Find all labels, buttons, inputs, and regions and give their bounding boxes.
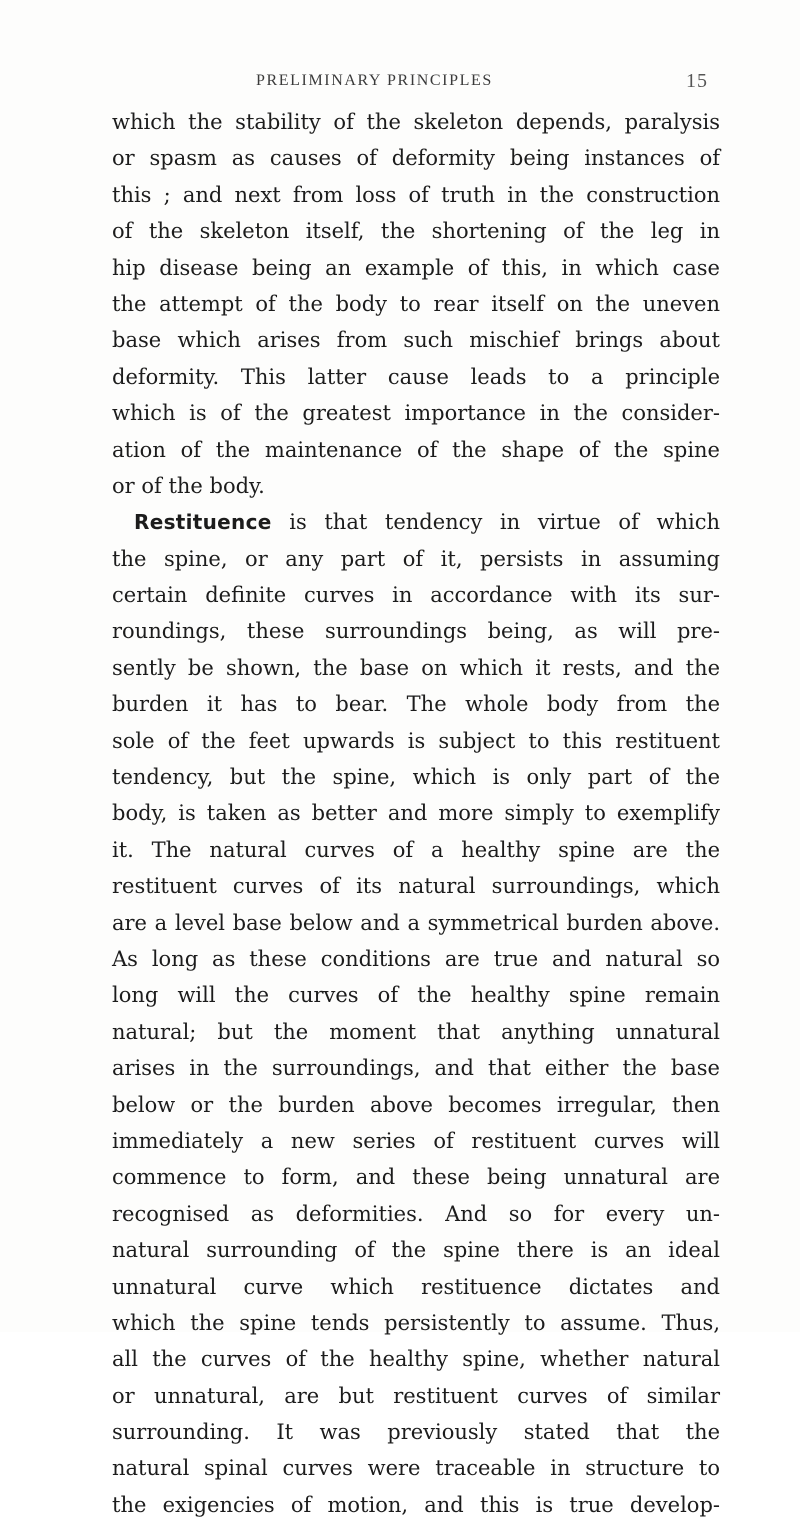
text-line: are a level base below and a symmetrical burden above.	[112, 910, 720, 935]
first-line-rest: is that tendency in virtue of which	[289, 510, 720, 535]
text-line: of the skeleton itself, the shortening of the leg in	[112, 219, 720, 244]
text-line: which is of the greatest importance in the consider-	[112, 401, 720, 426]
text-line: which the spine tends persistently to assume. Thus,	[112, 1310, 720, 1335]
text-line: deformity. This latter cause leads to a principle	[112, 364, 720, 389]
text-line: the exigencies of motion, and this is true develop-	[112, 1492, 720, 1517]
text-line: it. The natural curves of a healthy spine are the	[112, 837, 720, 862]
text-line: surrounding. It was previously stated that the	[112, 1420, 720, 1445]
text-line: this ; and next from loss of truth in the construction	[112, 182, 720, 207]
text-line: or unnatural, are but restituent curves of similar	[112, 1383, 720, 1408]
text-line: base which arises from such mischief brings about	[112, 328, 720, 353]
text-line: below or the burden above becomes irregular, then	[112, 1092, 720, 1117]
text-line: which the stability of the skeleton depends, paralysis	[112, 110, 720, 134]
text-line: natural; but the moment that anything unnatural	[112, 1019, 720, 1044]
paragraph-restituence	[112, 504, 720, 1523]
text-line: burden it has to bear. The whole body from the	[112, 692, 720, 717]
text-line: ation of the maintenance of the shape of the spine	[112, 437, 720, 462]
text-line: hip disease being an example of this, in which case	[112, 255, 720, 280]
paragraph-continued	[112, 104, 720, 504]
text-line: the attempt of the body to rear itself on the uneven	[112, 291, 720, 316]
text-line: or spasm as causes of deformity being instances of	[112, 146, 720, 171]
running-head-title: PRELIMINARY PRINCIPLES	[256, 72, 493, 89]
text-line: As long as these conditions are true and natural so	[112, 946, 720, 971]
text-line: sently be shown, the base on which it rests, and the	[112, 655, 720, 680]
text-line-first	[112, 504, 720, 540]
text-line: arises in the surroundings, and that either the base	[112, 1056, 720, 1081]
text-line: unnatural curve which restituence dictates and	[112, 1274, 720, 1299]
text-line: or of the body.	[112, 473, 265, 498]
running-head	[0, 72, 800, 96]
text-line: immediately a new series of restituent curves will	[112, 1128, 720, 1153]
text-line: the spine, or any part of it, persists in assuming	[112, 546, 720, 571]
text-line: tendency, but the spine, which is only part of the	[112, 765, 720, 790]
body-text	[112, 104, 720, 1523]
text-line: recognised as deformities. And so for every un-	[112, 1201, 720, 1226]
text-line: all the curves of the healthy spine, whether natural	[112, 1347, 720, 1372]
text-line: sole of the feet upwards is subject to this restituent	[112, 728, 720, 753]
text-line: natural surrounding of the spine there is an ideal	[112, 1238, 720, 1263]
text-line: commence to form, and these being unnatural are	[112, 1165, 720, 1190]
lead-term: Restituence	[134, 510, 272, 535]
text-line: long will the curves of the healthy spine remain	[112, 983, 720, 1008]
text-line: roundings, these surroundings being, as will pre-	[112, 619, 720, 644]
page-number: 15	[686, 70, 708, 92]
text-line: certain definite curves in accordance with its sur-	[112, 583, 720, 608]
text-line: natural spinal curves were traceable in structure to	[112, 1456, 720, 1481]
text-line: body, is taken as better and more simply to exemplify	[112, 801, 720, 826]
text-line: restituent curves of its natural surroundings, which	[112, 874, 720, 899]
